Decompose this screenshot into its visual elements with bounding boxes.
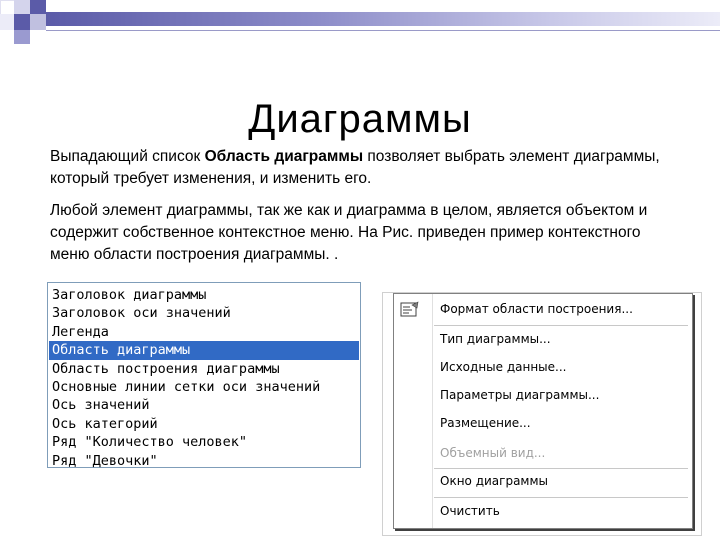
deco-square [30,14,46,30]
intro-bold-term: Область диаграммы [204,148,364,165]
paragraph-details: Любой элемент диаграммы, так же как и диаграмма в целом, является объектом и содержит собственное контекстное меню. На Рис. приведен пример контекстного меню области построения диаграммы. . [50,202,648,263]
deco-square [14,0,30,14]
listbox-item[interactable]: Заголовок диаграммы [52,287,207,303]
listbox-item[interactable]: Ось значений [52,397,150,414]
deco-square [14,30,30,44]
deco-square [30,0,46,14]
listbox-item[interactable]: Легенда [52,323,109,340]
menu-item-3d-view: Объемный вид... [440,446,546,460]
intro-text-before: Выпадающий список [50,148,205,165]
listbox-item[interactable]: Ось категорий [52,415,158,432]
header-gradient-band [46,12,720,26]
chart-element-listbox[interactable] [47,282,361,468]
format-plot-area-icon [400,301,420,319]
listbox-item-selected[interactable]: Область диаграммы [49,341,359,359]
deco-square [14,14,30,30]
listbox-item[interactable]: Основные линии сетки оси значений [52,378,321,395]
menu-separator [434,497,688,498]
context-menu [393,293,693,529]
listbox-item[interactable]: Область построения диаграммы [52,360,280,377]
page-title: Диаграммы [248,96,472,141]
menu-item-chart-type[interactable]: Тип диаграммы... [440,332,551,346]
menu-separator [434,325,688,326]
menu-separator [434,468,688,469]
header-decoration [0,0,720,50]
listbox-item[interactable]: Ряд "Девочки" [52,452,158,469]
header-rule [46,30,720,31]
context-menu-icon-column [394,294,433,528]
menu-item-source-data[interactable]: Исходные данные... [440,360,567,374]
intro-text-after: позволяет выбрать элемент диаграммы, который требует изменения, и изменить его. [50,148,660,187]
menu-item-location[interactable]: Размещение... [440,416,531,430]
menu-item-chart-options[interactable]: Параметры диаграммы... [440,388,600,402]
menu-item-format-plot-area[interactable]: Формат области построения... [440,302,633,316]
menu-item-clear[interactable]: Очистить [440,504,500,518]
deco-square [0,14,14,30]
listbox-item[interactable]: Заголовок оси значений [52,305,231,322]
paragraph-intro [50,146,660,190]
listbox-item[interactable]: Ряд "Количество человек" [52,434,248,451]
menu-item-chart-window[interactable]: Окно диаграммы [440,474,548,488]
